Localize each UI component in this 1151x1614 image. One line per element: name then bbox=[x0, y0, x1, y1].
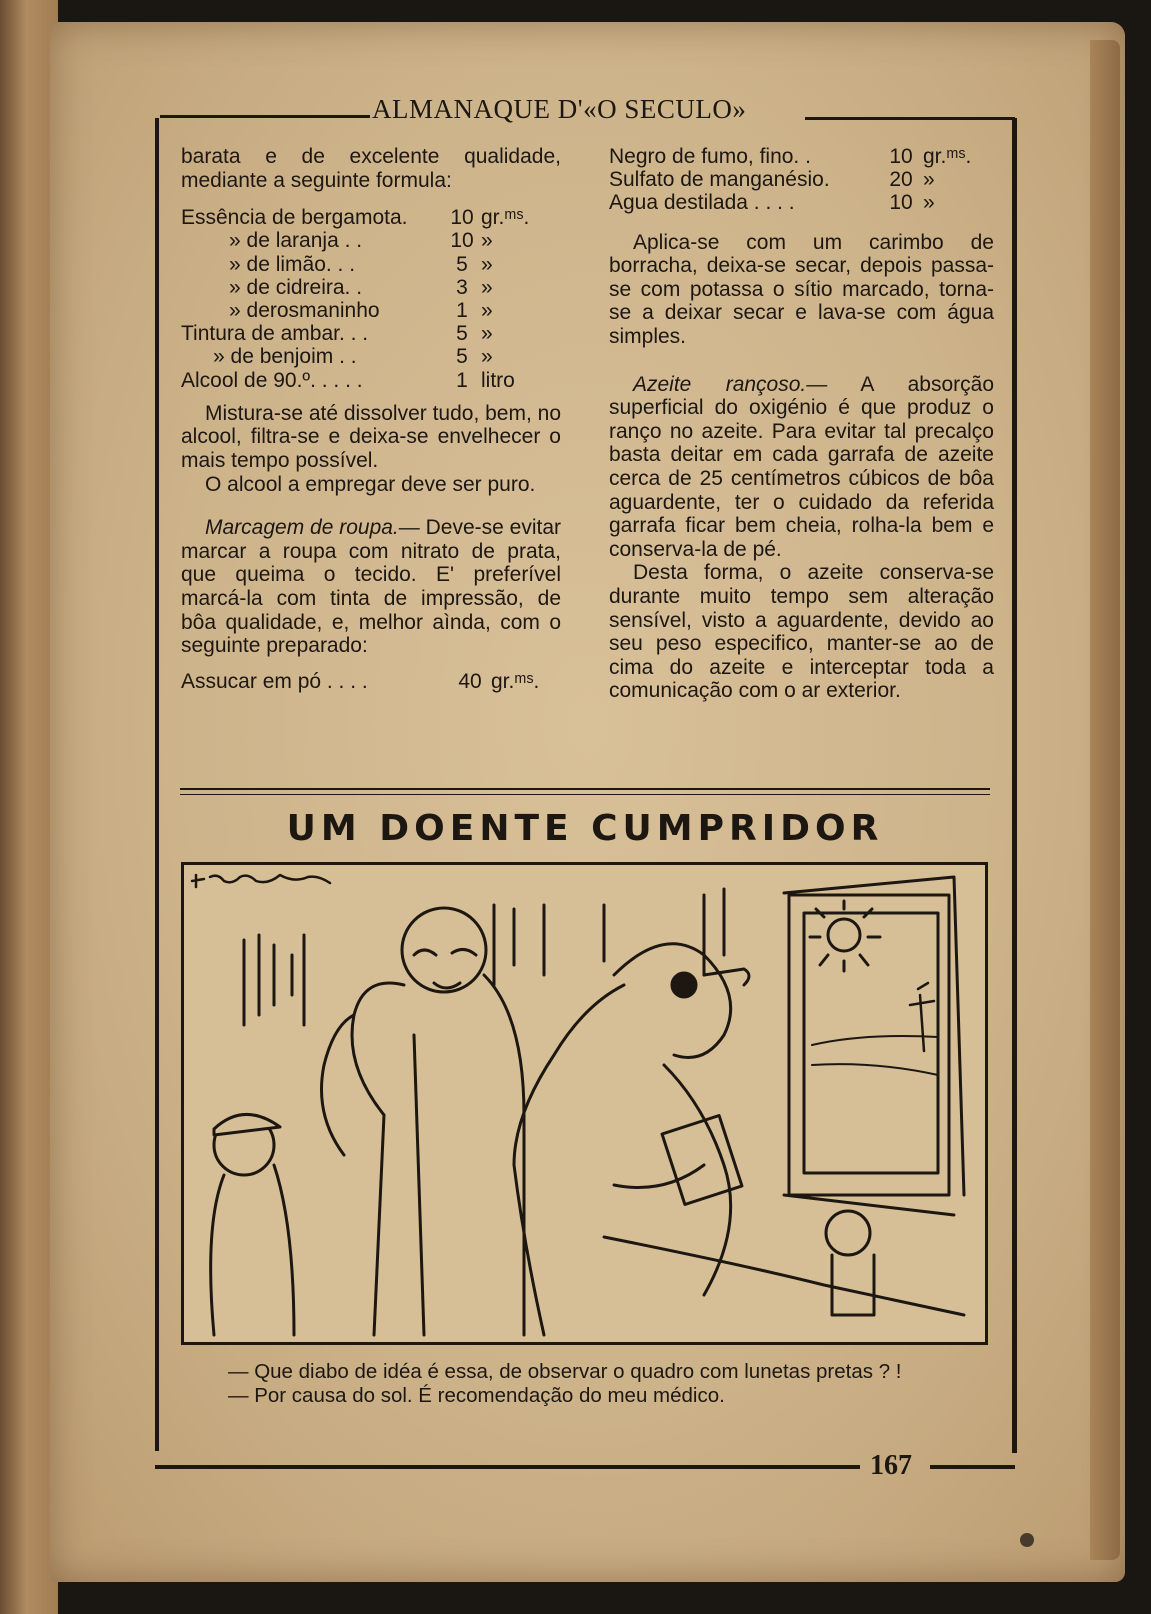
marcagem-paragraph bbox=[181, 516, 561, 658]
right-column bbox=[609, 145, 994, 703]
recipe-item-unit: » bbox=[481, 322, 493, 346]
marking-recipe-right bbox=[609, 145, 994, 215]
recipe-item-unit: litro bbox=[481, 368, 515, 392]
recipe-item-name: Negro de fumo, fino. . bbox=[609, 145, 811, 168]
recipe-item-name: Alcool de 90.º. . . . . bbox=[181, 368, 363, 392]
recipe-item-qty: 10 bbox=[889, 145, 913, 168]
cartoon-illustration bbox=[181, 862, 988, 1345]
recipe-item-unit: » bbox=[481, 299, 493, 322]
recipe-item-qty: 1 bbox=[456, 299, 468, 322]
recipe-item-qty: 20 bbox=[889, 168, 913, 192]
recipe-item-qty: 5 bbox=[456, 345, 468, 369]
recipe-item-qty: 5 bbox=[456, 252, 468, 276]
recipe-item-qty: 10 bbox=[450, 206, 474, 230]
ink-spot bbox=[1020, 1533, 1034, 1547]
recipe-item-name: » de limão. . . bbox=[229, 252, 356, 276]
mix-instructions: Mistura-se até dissolver tudo, bem, no alcool, filtra-se e deixa-se envelhecer o mais tempo possível. bbox=[181, 401, 561, 472]
section-divider-top bbox=[180, 788, 990, 790]
cartoon-caption bbox=[176, 1360, 991, 1408]
recipe-item-qty: 10 bbox=[889, 191, 913, 215]
page-edge-strip bbox=[1090, 40, 1120, 1560]
desta-paragraph: Desta forma, o azeite conserva-se durante muito tempo sem alteração sensível, visto a aguardente, devido ao seu peso especifico, manter-se ao de cima do azeite e interceptar toda a comunicação com o ar exterior. bbox=[609, 561, 994, 703]
recipe-item-unit: » bbox=[923, 191, 935, 215]
recipe-item-name: Sulfato de manganésio. bbox=[609, 168, 830, 192]
perfume-recipe bbox=[181, 206, 561, 392]
recipe-item-unit: gr.ᵐˢ. bbox=[923, 145, 972, 168]
cartoon-drawing bbox=[184, 865, 985, 1342]
marcagem-text: — Deve-se evitar marcar a roupa com nitrato de prata, que queima o tecido. E' preferível marcá-la com tinta de impressão, de bôa qualidade, e, melhor aìnda, com o seguinte preparado: bbox=[181, 516, 561, 658]
recipe-item-name: Essência de bergamota. bbox=[181, 206, 408, 230]
caption-line-1: — Que diabo de idéa é essa, de observar o quadro com lunetas pretas ? ! bbox=[228, 1360, 902, 1383]
azeite-paragraph bbox=[609, 373, 994, 562]
apply-paragraph: Aplica-se com um carimbo de borracha, deixa-se secar, depois passa-se com potassa o sítio marcado, torna-se a deixar secar e lava-se com água simples. bbox=[609, 230, 994, 348]
recipe-item-name: Assucar em pó . . . . bbox=[181, 669, 368, 693]
recipe-item-unit: gr.ᵐˢ. bbox=[491, 669, 540, 693]
recipe-item-name: » derosmaninho bbox=[229, 299, 380, 322]
marcagem-title: Marcagem de roupa. bbox=[205, 516, 399, 540]
recipe-item-unit: gr.ᵐˢ. bbox=[481, 206, 530, 230]
recipe-item-unit: » bbox=[923, 168, 935, 192]
footer-rule-left bbox=[155, 1465, 860, 1469]
recipe-item-qty: 10 bbox=[450, 229, 474, 253]
section-divider-bottom bbox=[180, 794, 990, 795]
azeite-text: — A absorção superficial do oxigénio é que produz o ranço no azeite. Para evitar tal precalço basta deitar em cada garrafa de azeite cerca de 25 centímetros cúbicos de bôa aguardente, ter o cuidado da referida garrafa ficar bem cheia, rolha-la bem e conserva-la de pé. bbox=[609, 372, 994, 561]
frame-right-rule bbox=[1012, 118, 1017, 1453]
azeite-title: Azeite rançoso. bbox=[633, 372, 807, 396]
recipe-item-name: » de benjoim . . bbox=[213, 345, 357, 369]
header-rule-right bbox=[805, 117, 1015, 120]
alcohol-note: O alcool a empregar deve ser puro. bbox=[205, 472, 536, 496]
recipe-item-unit: » bbox=[481, 275, 493, 299]
recipe-item-name: » de cidreira. . bbox=[229, 275, 363, 299]
intro-text: barata e de excelente qualidade, mediante a seguinte formula: bbox=[181, 145, 561, 192]
left-column bbox=[181, 145, 561, 693]
running-head: ALMANAQUE D'«O SECULO» bbox=[372, 94, 747, 124]
cartoon-title: UM DOENTE CUMPRIDOR bbox=[286, 808, 884, 849]
caption-line-2: — Por causa do sol. É recomendação do meu médico. bbox=[228, 1384, 725, 1407]
recipe-item-name: Agua destilada . . . . bbox=[609, 191, 795, 215]
frame-left-rule bbox=[155, 118, 159, 1451]
recipe-item-qty: 1 bbox=[456, 368, 468, 392]
recipe-item-unit: » bbox=[481, 229, 493, 253]
footer-rule-right bbox=[930, 1465, 1015, 1469]
recipe-item-unit: » bbox=[481, 345, 493, 369]
recipe-item-name: Tintura de ambar. . . bbox=[181, 322, 369, 346]
recipe-item-qty: 5 bbox=[456, 322, 468, 346]
page-number: 167 bbox=[870, 1450, 912, 1481]
recipe-item-qty: 3 bbox=[456, 275, 468, 299]
marking-recipe-left bbox=[181, 670, 561, 693]
header-rule-left bbox=[160, 115, 370, 118]
recipe-item-qty: 40 bbox=[458, 669, 482, 693]
recipe-item-name: » de laranja . . bbox=[229, 229, 363, 253]
recipe-item-unit: » bbox=[481, 252, 493, 276]
